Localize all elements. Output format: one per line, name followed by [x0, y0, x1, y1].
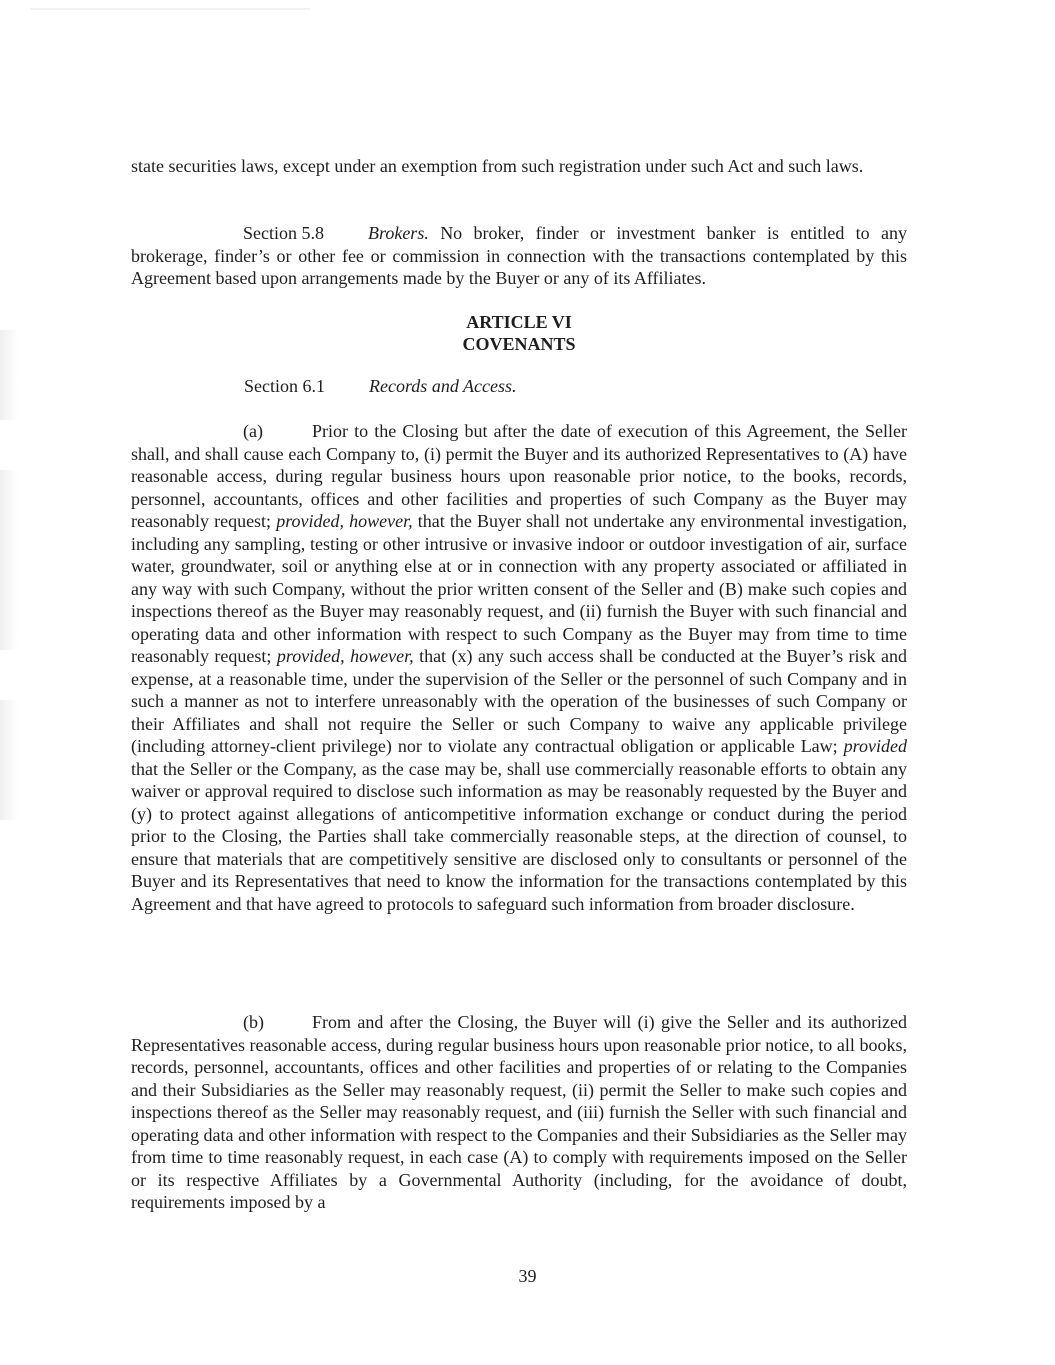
section-6-1-heading — [244, 375, 516, 397]
continuation-paragraph: state securities laws, except under an exemption from such registration under such Act and such laws. — [131, 156, 864, 176]
section-title: Brokers. — [368, 223, 429, 243]
subsection-text: that the Buyer shall not undertake any environmental investigation, including any sampling, testing or other intrusive or invasive indoor or outdoor investigation of air, surface water, groundwater, soil or anything else at or in connection with any property associated or affiliated in any way with such Company, without the prior written consent of the Seller and (B) make such copies and inspections thereof as the Buyer may reasonably request, and (ii) furnish the Buyer with such financial and operating data and other information with respect to such Company as the Buyer may from time to time reasonably request; — [131, 511, 908, 666]
subsection-text: Prior to the Closing but after the date of execution of this Agreement, the Seller shall, and shall cause each Company to, (i) permit the Buyer and its authorized Representatives to (A) have reasonable access, during regular business hours upon reasonable prior notice, to the books, records, personnel, accountants, offices and other facilities and properties of such Company as the Buyer may reasonably request; — [131, 421, 907, 531]
subsection-a-paragraph — [131, 420, 907, 915]
emphasis-text: provided, however, — [276, 511, 413, 531]
emphasis-text: provided — [843, 736, 907, 756]
section-title: Records and Access. — [369, 376, 517, 396]
subsection-label: (a) — [243, 421, 263, 441]
subsection-b-paragraph — [131, 1011, 907, 1214]
subsection-text: that (x) any such access shall be conducted at the Buyer’s risk and expense, at a reasonable time, under the supervision of the Seller or the personnel of such Company and in such a manner as not to interfere unreasonably with the operation of the businesses of such Company or their Affiliates and shall not require the Seller or such Company to waive any applicable privilege (including attorney-client privilege) nor to violate any contractual obligation or applicable Law; — [131, 646, 907, 756]
page-number: 39 — [518, 1266, 537, 1286]
subsection-text: that the Seller or the Company, as the case may be, shall use commercially reasonable efforts to obtain any waiver or approval required to disclose such information as may be reasonably requested by the Buyer and (y) to protect against allegations of anticompetitive information exchange or conduct during the period prior to the Closing, the Parties shall take commercially reasonable steps, at the direction of counsel, to ensure that materials that are competitively sensitive are disclosed only to consultants or personnel of the Buyer and its Representatives that need to know the information for the transactions contemplated by this Agreement and that have agreed to protocols to safeguard such information from broader disclosure. — [131, 758, 907, 914]
section-body: No broker, finder or investment banker is entitled to any brokerage, finder’s or other fee or commission in connection with the transactions contemplated by this Agreement based upon arrangements made by the Buyer or any of its Affiliates. — [131, 223, 908, 288]
section-5-8-paragraph — [131, 222, 907, 290]
section-number: Section 6.1 — [244, 376, 325, 396]
section-number: Section 5.8 — [243, 223, 324, 243]
scan-shadow — [0, 700, 18, 820]
scan-shadow — [0, 330, 18, 420]
emphasis-text: provided, however, — [276, 646, 414, 666]
article-number: ARTICLE VI — [466, 312, 572, 332]
subsection-text: From and after the Closing, the Buyer will (i) give the Seller and its authorized Representatives reasonable access, during regular business hours upon reasonable prior notice, to all books, records, personnel, accountants, offices and other facilities and properties of or relating to the Companies and their Subsidiaries as the Seller may reasonably request, (ii) permit the Seller to make such copies and inspections thereof as the Seller may reasonably request, and (iii) furnish the Seller with such financial and operating data and other information with respect to the Companies and their Subsidiaries as the Seller may from time to time reasonably request, in each case (A) to comply with requirements imposed on the Seller or its respective Affiliates by a Governmental Authority (including, for the avoidance of doubt, requirements imposed by a — [131, 1012, 907, 1212]
scan-artifact — [30, 8, 310, 10]
scan-shadow — [0, 470, 18, 650]
subsection-label: (b) — [243, 1012, 264, 1032]
article-title: COVENANTS — [462, 334, 576, 354]
